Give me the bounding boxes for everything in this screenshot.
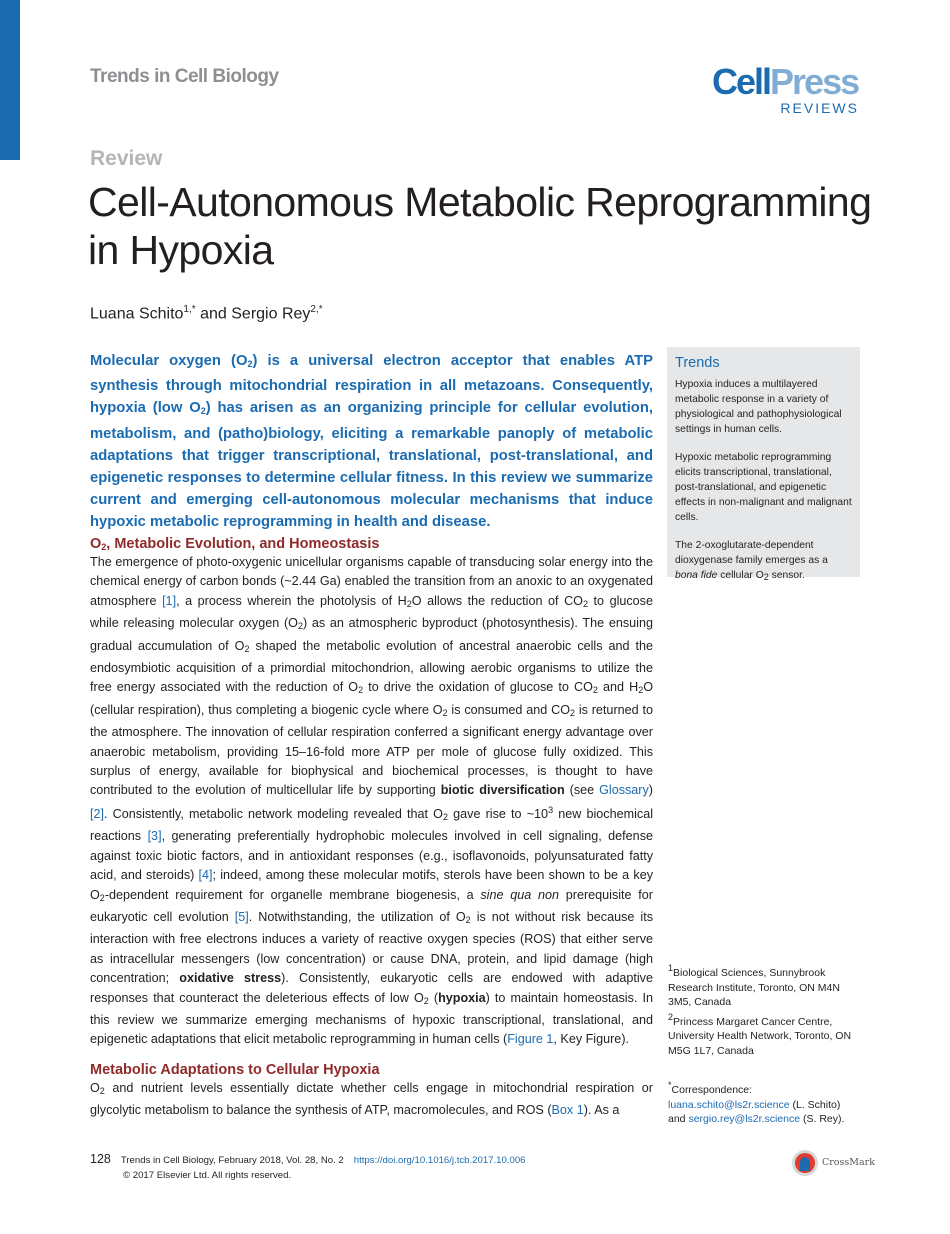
crossmark-badge[interactable]: [792, 1150, 875, 1178]
reference-link[interactable]: [2]: [90, 806, 105, 821]
crossmark-icon: [792, 1150, 818, 1176]
reference-link[interactable]: [5]: [234, 909, 249, 924]
affiliation: 2Princess Margaret Cancer Centre, University Health Network, Toronto, ON M5G 1L7, Canada: [668, 1011, 852, 1057]
author-name: Luana Schito: [90, 305, 184, 323]
figure-link[interactable]: Figure 1: [507, 1032, 554, 1047]
page-number: 128: [90, 1152, 111, 1166]
logo-press: Press: [770, 61, 859, 102]
box-link[interactable]: Box 1: [551, 1103, 584, 1118]
doi-link[interactable]: https://doi.org/10.1016/j.tcb.2017.10.006: [353, 1155, 526, 1166]
author-conjunction: and: [200, 305, 227, 323]
trends-box: [667, 347, 860, 582]
affiliations: [668, 961, 858, 1058]
journal-color-bar: [0, 0, 20, 160]
logo-reviews: REVIEWS: [780, 100, 859, 116]
body-paragraph: $O_2$ and nutrient levels essentially dictate whether cells engage in mitochondrial respiration or glycolytic metabolism to balance the synthesis of ATP, macromolecules, and ROS (Box 1). As a: [90, 1081, 653, 1118]
correspondence: *Correspondence: luana.schito@ls2r.science (L. Schito) and sergio.rey@ls2r.science (S. Rey).: [668, 1080, 845, 1125]
page-footer: [90, 1152, 526, 1183]
journal-name: Trends in Cell Biology: [90, 66, 279, 87]
copyright: © 2017 Elsevier Ltd. All rights reserved.: [123, 1170, 292, 1181]
article-type: Review: [90, 147, 163, 170]
author-affiliation-mark: 2,*: [310, 304, 323, 315]
author-name: Sergio Rey: [231, 305, 311, 323]
glossary-link[interactable]: Glossary: [599, 783, 649, 798]
reference-link[interactable]: [1]: [162, 593, 177, 608]
trends-title: Trends: [675, 355, 720, 371]
email-link[interactable]: luana.schito@ls2r.science: [668, 1098, 790, 1111]
affiliation: 1Biological Sciences, Sunnybrook Research Institute, Toronto, ON M4N 3M5, Canada: [668, 963, 840, 1008]
section-heading: Metabolic Adaptations to Cellular Hypoxia: [90, 1062, 380, 1078]
cellpress-logo[interactable]: [712, 61, 862, 116]
trends-item: The 2-oxoglutarate-dependent dioxygenase family emerges as a bona fide cellular O2 sensor.: [675, 540, 828, 582]
citation-info: Trends in Cell Biology, February 2018, Vol. 28, No. 2: [120, 1155, 344, 1166]
section-heading: $O_2$, Metabolic Evolution, and Homeostasis: [90, 536, 380, 552]
reference-link[interactable]: [3]: [147, 829, 162, 844]
email-link[interactable]: sergio.rey@ls2r.science: [688, 1113, 801, 1125]
article-title: Cell-Autonomous Metabolic Reprogramming in Hypoxia: [88, 179, 872, 273]
glossary-term: oxidative stress: [179, 971, 282, 986]
author-list: [90, 304, 323, 323]
glossary-term: biotic diversification: [440, 783, 565, 798]
reference-link[interactable]: [4]: [198, 868, 213, 883]
author-affiliation-mark: 1,*: [183, 304, 196, 315]
abstract: Molecular oxygen $(O_2)$ is a universal electron acceptor that enables ATP synthesis through mitochondrial respiration in all metazoans. Consequently, hypoxia (low $O_2$) has arisen as an organizing principle for cellular evolution, metabolism, and (patho)biology, eliciting a remarkable panoply of metabolic adaptations that trigger transcriptional, translational, post-translational, and epigenetic responses to determine cellular fitness. In this review we summarize current and emerging cell-autonomous molecular mechanisms that induce hypoxic metabolic reprogramming in health and disease.: [90, 353, 653, 531]
logo-cell: Cell: [712, 61, 771, 102]
body-paragraph: The emergence of photo-oxygenic unicellular organisms capable of transducing solar energy into the chemical energy of carbon bonds (~2.44 Ga) enabled the transition from an anoxic to an oxygenated atmosphere [1], a process wherein the photolysis of $H_2O$ allows the reduction of $CO_2$ to glucose while releasing molecular oxygen $(O_2)$ as an atmospheric byproduct (photosynthesis). The ensuing gradual accumulation of $O_2$ shaped the metabolic evolution of ancestral anaerobic cells and the endosymbiotic acquisition of a primordial mitochondrion, allowing aerobic organisms to utilize the free energy associated with the reduction of $O_2$ to drive the oxidation of glucose to $CO_2$ and $H_2O$ (cellular respiration), thus completing a biogenic cycle where $O_2$ is consumed and $CO_2$ is returned to the atmosphere. The innovation of cellular respiration conferred a significant energy advantage over anaerobic metabolism, providing 15–16-fold more ATP per mole of glucose fully oxidized. This surplus of energy, available for biophysical and biochemical processes, is thought to have contributed to the evolution of multicellular life by supporting biotic diversification (see Glossary) [2]. Consistently, metabolic network modeling revealed that $O_2$ gave rise to $\sim 10^3$ new biochemical reactions [3], generating preferentially hydrophobic molecules involved in cell signaling, defense against toxic biotic factors, and in antioxidant responses (e.g., isoflavonoids, polyunsaturated fatty acid, and steroids) [4]; indeed, among these molecular motifs, sterols have been shown to be a key $O_2$-dependent requirement for organelle membrane biogenesis, a sine qua non prerequisite for eukaryotic cell evolution [5]. Notwithstanding, the utilization of $O_2$ is not without risk because its interaction with free electrons induces a variety of reactive oxygen species (ROS) that either serve as intracellular messengers (low concentration) or cause DNA, protein, and lipid damage (high concentration; oxidative stress). Consistently, eukaryotic cells are endowed with adaptive responses that counteract the deleterious effects of low $O_2$ (hypoxia) to maintain homeostasis. In this review we summarize emerging mechanisms of hypoxic transcriptional, translational, and epigenetic adaptations that elicit metabolic reprogramming in human cells (Figure 1, Key Figure).: [90, 555, 654, 1047]
glossary-term: hypoxia: [438, 990, 486, 1005]
trends-item: Hypoxic metabolic reprogramming elicits transcriptional, translational, post-translational, and epigenetic effects in non-malignant and malignant cells.: [675, 452, 852, 523]
trends-item: Hypoxia induces a multilayered metabolic response in a variety of physiological and pathophysiological settings in human cells.: [675, 379, 842, 435]
crossmark-label: CrossMark: [822, 1157, 875, 1168]
